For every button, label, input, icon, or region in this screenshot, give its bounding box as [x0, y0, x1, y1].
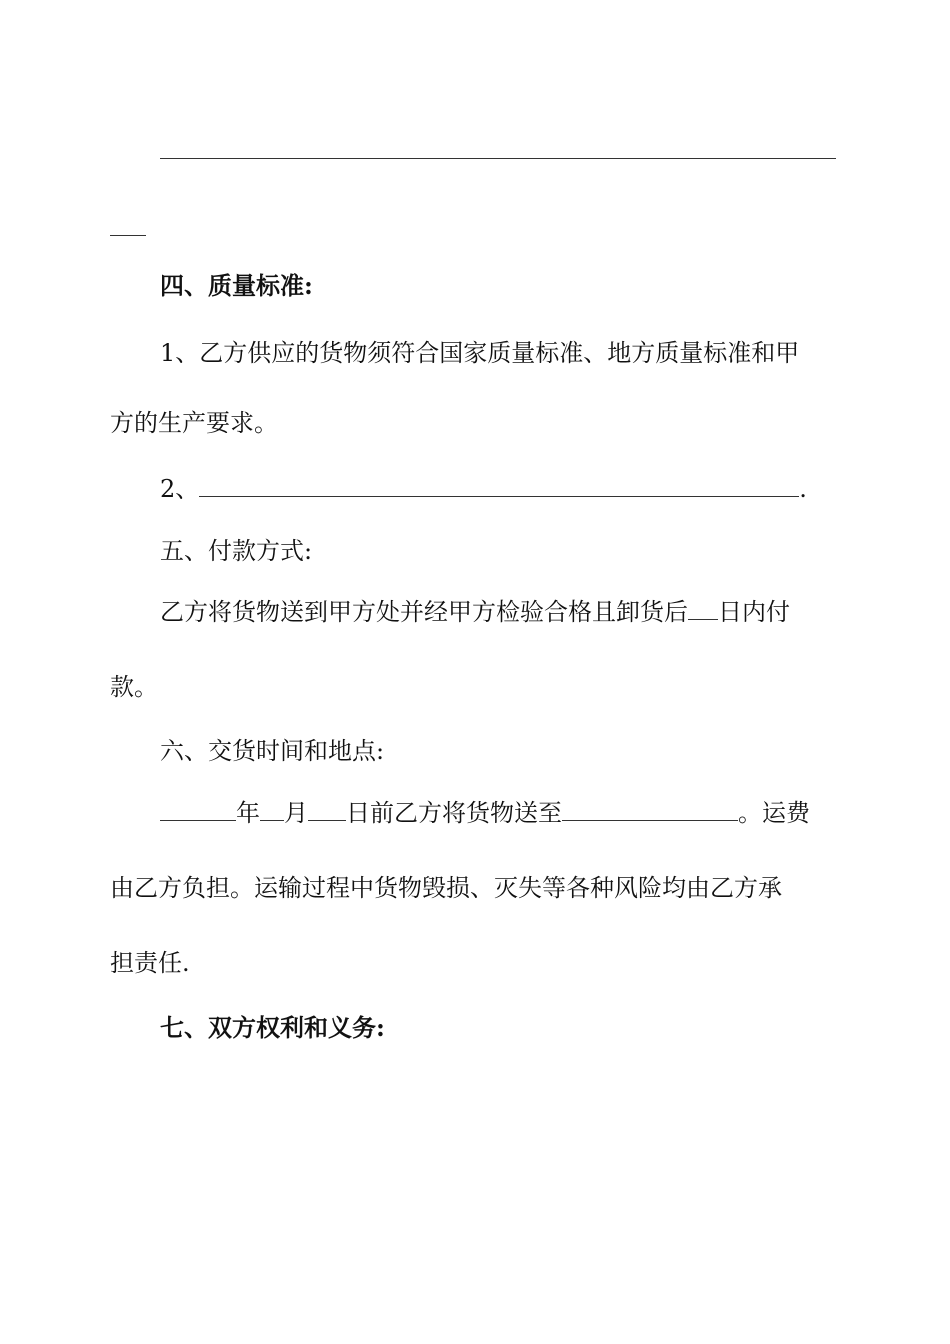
section-heading-quality: 四、质量标准: — [160, 271, 313, 300]
section-heading-payment: 五、付款方式: — [160, 537, 313, 565]
fill-in-line-top — [160, 158, 836, 159]
fill-in-blank-day — [308, 798, 346, 821]
fill-in-blank-year — [160, 798, 236, 821]
paragraph-quality-item2: 2、 . — [160, 475, 807, 503]
section-heading-delivery: 六、交货时间和地点: — [160, 737, 385, 765]
fill-in-line-tail — [110, 235, 146, 236]
paragraph-quality-item1: 1、乙方供应的货物须符合国家质量标准、地方质量标准和甲 — [160, 339, 800, 367]
paragraph-delivery: 年 月 日前乙方将货物送至 。运费 — [160, 797, 840, 829]
fill-in-blank-month — [260, 798, 284, 821]
fill-in-blank-item2 — [199, 474, 799, 497]
paragraph-quality-item1-cont: 方的生产要求。 — [110, 409, 278, 437]
paragraph-payment: 乙方将货物送到甲方处并经甲方检验合格且卸货后 日内付 — [160, 598, 790, 626]
paragraph-delivery-cont2: 担责任. — [110, 949, 190, 977]
paragraph-payment-cont: 款。 — [110, 673, 158, 701]
fill-in-blank-location — [562, 798, 738, 821]
section-heading-rights: 七、双方权利和义务: — [160, 1013, 385, 1042]
paragraph-delivery-cont: 由乙方负担。运输过程中货物毁损、灭失等各种风险均由乙方承 — [110, 874, 782, 902]
fill-in-blank-days — [688, 597, 718, 620]
